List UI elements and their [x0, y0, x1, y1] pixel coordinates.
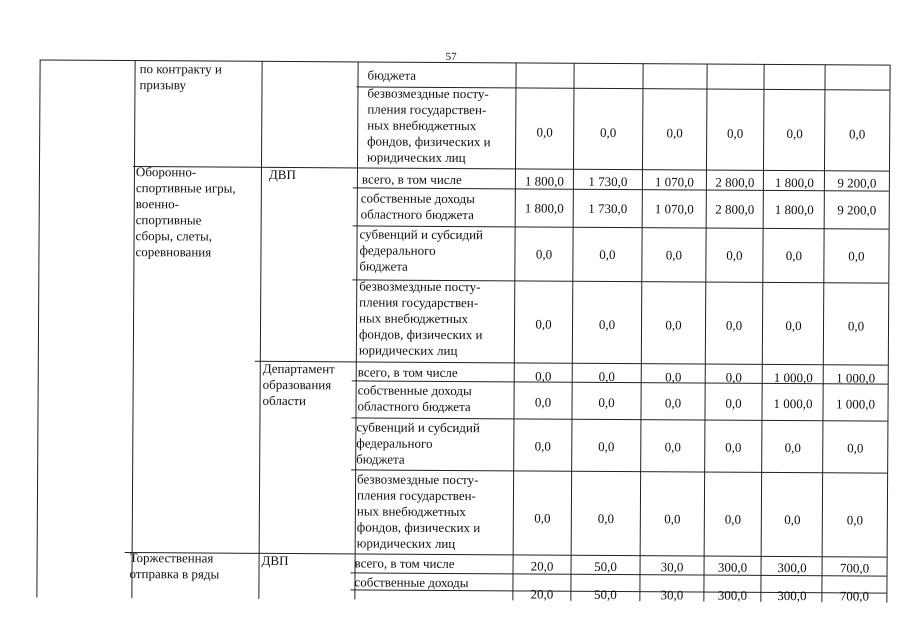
- source-label: безвозмездные посту- пления государствен- ных внебюджетных фондов, физических и юридических лиц: [358, 278, 483, 359]
- value-cell: 9 200,0: [837, 175, 877, 191]
- page-number: 57: [445, 50, 457, 64]
- value-cell: 2 800,0: [715, 174, 755, 190]
- table-rule: [258, 61, 262, 599]
- value-cell: 0,0: [598, 438, 615, 455]
- value-cell: 0,0: [784, 440, 801, 456]
- value-cell: 1 800,0: [774, 201, 814, 218]
- value-cell: 0,0: [848, 248, 865, 264]
- value-cell: 1 730,0: [588, 173, 628, 190]
- value-cell: 0,0: [600, 124, 617, 141]
- value-cell: 0,0: [725, 317, 743, 333]
- value-cell: 0,0: [725, 369, 742, 385]
- source-label: всего, в том числе: [357, 364, 458, 381]
- value-cell: 0,0: [534, 394, 552, 410]
- value-cell: 1 070,0: [654, 174, 694, 190]
- value-cell: 0,0: [665, 247, 683, 263]
- value-cell: 300,0: [717, 559, 748, 575]
- value-cell: 0,0: [847, 318, 865, 334]
- event-name: Оборонно- спортивные игры, военно- спортивные сборы, слеты, соревнования: [135, 164, 236, 260]
- value-cell: 50,0: [594, 558, 617, 575]
- value-cell: 700,0: [839, 588, 870, 604]
- value-cell: 700,0: [839, 560, 870, 576]
- value-cell: 20,0: [530, 586, 554, 602]
- value-cell: 0,0: [599, 246, 616, 263]
- table-rule: [125, 552, 887, 558]
- value-cell: 0,0: [725, 395, 742, 411]
- executor-name: Департамент образования области: [262, 360, 335, 409]
- table-rule: [36, 59, 40, 597]
- value-cell: 0,0: [725, 439, 742, 455]
- value-cell: 1 000,0: [773, 395, 813, 412]
- value-cell: 0,0: [535, 368, 552, 384]
- source-label: бюджета: [367, 67, 417, 83]
- value-cell: 0,0: [535, 246, 553, 262]
- value-cell: 0,0: [785, 248, 803, 264]
- value-cell: 0,0: [665, 369, 682, 385]
- value-cell: 50,0: [593, 586, 617, 603]
- source-label: всего, в том числе: [354, 555, 455, 572]
- source-label: субвенций и субсидий федерального бюджета: [359, 226, 484, 274]
- value-cell: 0,0: [849, 126, 866, 142]
- value-cell: 30,0: [660, 587, 684, 603]
- value-cell: 1 800,0: [774, 174, 814, 191]
- source-label: безвозмездные посту- пления государствен- ных внебюджетных фондов, физических и юридических лиц: [356, 471, 481, 552]
- value-cell: 9 200,0: [837, 202, 877, 218]
- value-cell: 0,0: [598, 368, 615, 385]
- executor-name: ДВП: [261, 552, 289, 569]
- source-label: собственные доходы областного бюджета: [357, 382, 472, 415]
- source-label: всего, в том числе: [361, 171, 462, 188]
- value-cell: 0,0: [786, 126, 803, 142]
- value-cell: 0,0: [846, 512, 864, 528]
- value-cell: 300,0: [717, 587, 748, 603]
- value-cell: 0,0: [598, 394, 615, 411]
- value-cell: 0,0: [536, 124, 553, 140]
- value-cell: 0,0: [534, 510, 551, 526]
- value-cell: 1 000,0: [836, 370, 876, 386]
- value-cell: 1 730,0: [588, 200, 628, 217]
- value-cell: 0,0: [726, 247, 743, 263]
- value-cell: 30,0: [660, 559, 684, 575]
- value-cell: 2 800,0: [715, 201, 755, 217]
- table-rule: [133, 166, 889, 172]
- executor-name: ДВП: [268, 166, 296, 183]
- value-cell: 300,0: [777, 560, 807, 576]
- value-cell: 1 000,0: [773, 369, 813, 386]
- table-grid: [2, 0, 905, 3]
- value-cell: 0,0: [535, 316, 552, 332]
- value-cell: 0,0: [785, 318, 802, 334]
- value-cell: 0,0: [666, 125, 683, 141]
- event-name: по контракту и призыву: [139, 61, 222, 93]
- value-cell: 0,0: [784, 512, 801, 528]
- value-cell: 0,0: [598, 316, 616, 333]
- value-cell: 300,0: [777, 588, 807, 604]
- value-cell: 0,0: [664, 395, 682, 411]
- table-rule: [131, 60, 135, 598]
- source-label: собственные доходы областного бюджета: [360, 190, 475, 223]
- value-cell: 0,0: [847, 440, 864, 456]
- value-cell: 20,0: [530, 558, 554, 574]
- value-cell: 0,0: [727, 125, 744, 141]
- value-cell: 1 070,0: [654, 201, 694, 217]
- source-label: собственные доходы: [354, 574, 469, 591]
- value-cell: 1 800,0: [524, 173, 564, 189]
- value-cell: 0,0: [664, 439, 681, 455]
- value-cell: 0,0: [724, 511, 742, 527]
- source-label: безвозмездные посту- пления государствен- ных внебюджетных фондов, физических и юридических лиц: [367, 85, 491, 166]
- value-cell: 1 800,0: [524, 200, 564, 216]
- value-cell: 0,0: [597, 510, 615, 527]
- event-name: Торжественная отправка в ряды: [129, 550, 220, 582]
- value-cell: 0,0: [534, 438, 551, 454]
- source-label: субвенций и субсидий федерального бюджета: [356, 419, 480, 467]
- value-cell: 0,0: [664, 511, 681, 527]
- value-cell: 0,0: [665, 317, 682, 333]
- value-cell: 1 000,0: [836, 396, 876, 412]
